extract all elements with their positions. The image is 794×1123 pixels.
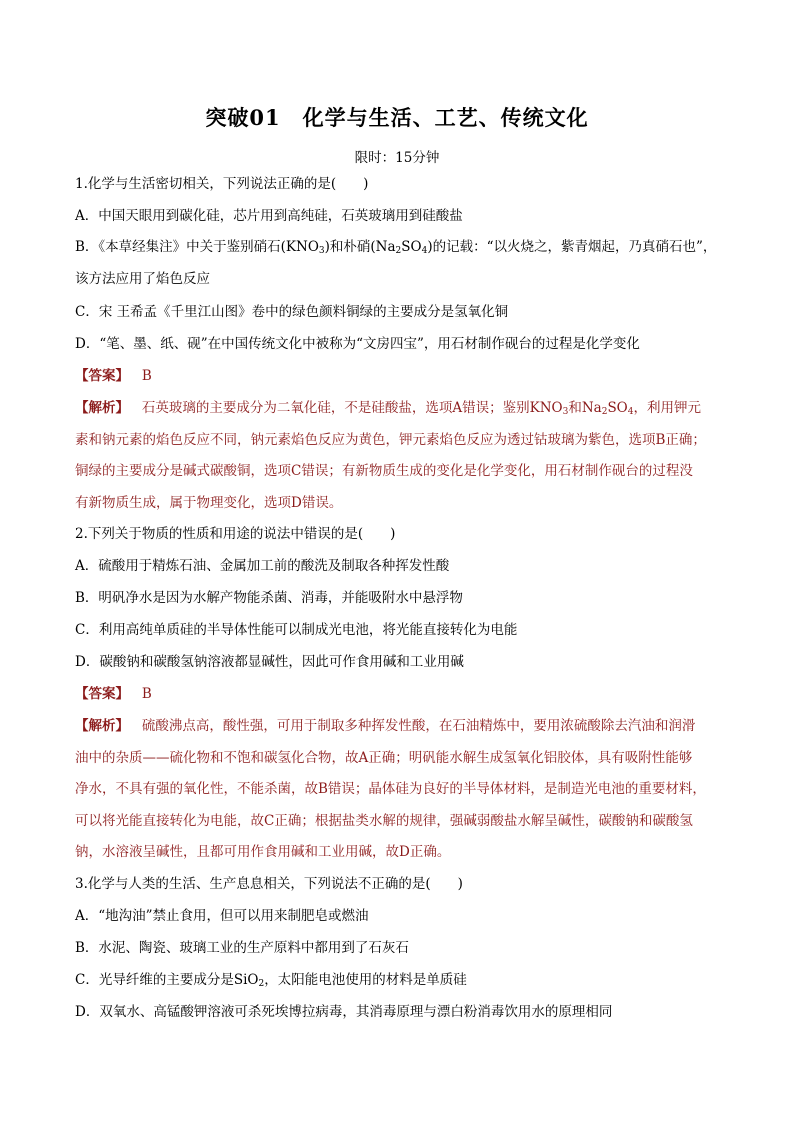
- time-limit: 限时：15分钟: [354, 150, 440, 166]
- answer-label: 【答案】: [75, 368, 129, 384]
- q3-option-c: C．光导纤维的主要成分是SiO$_2$，太阳能电池使用的材料是单质硅: [75, 972, 467, 989]
- question-1-stem: 1.化学与生活密切相关，下列说法正确的是( ): [75, 176, 369, 192]
- q1-option-c: C．宋 王希孟《千里江山图》卷中的绿色颜料铜绿的主要成分是氢氧化铜: [75, 304, 509, 320]
- answer-value: B: [141, 368, 152, 384]
- q3-option-d: D．双氧水、高锰酸钾溶液可杀死埃博拉病毒，其消毒原理与漂白粉消毒饮用水的原理相同: [75, 1004, 613, 1020]
- question-3-stem: 3.化学与人类的生活、生产息息相关，下列说法不正确的是( ): [75, 876, 463, 892]
- q2-option-d: D．碳酸钠和碳酸氢钠溶液都显碱性，因此可作食用碱和工业用碱: [75, 654, 464, 670]
- page-title: 突破01 化学与生活、工艺、传统文化: [205, 105, 589, 130]
- question-2-stem: 2.下列关于物质的性质和用途的说法中错误的是( ): [75, 526, 396, 542]
- q2-option-a: A．硫酸用于精炼石油、金属加工前的酸洗及制取各种挥发性酸: [75, 558, 450, 574]
- q3-option-b: B．水泥、陶瓷、玻璃工业的生产原料中都用到了石灰石: [75, 940, 409, 956]
- q1-answer: [75, 366, 152, 386]
- q2-option-c: C．利用高纯单质硅的半导体性能可以制成光电池，将光能直接转化为电能: [75, 622, 518, 638]
- q1-option-d: D．“笔、墨、纸、砚”在中国传统文化中被称为“文房四宝”，用石材制作砚台的过程是化学变化: [75, 336, 640, 352]
- answer-label: 【答案】: [75, 686, 129, 702]
- q1-option-b-line2: 该方法应用了焰色反应: [75, 271, 210, 287]
- analysis-label: 【解析】: [75, 400, 129, 416]
- answer-value: B: [141, 686, 152, 702]
- q1-option-b-line1: B．《本草经集注》中关于鉴别硝石$(KNO_3)$和朴硝$(Na_2SO_4)$的记载：“以火烧之，紫青烟起，乃真硝石也”，: [75, 239, 717, 256]
- q1-option-a: A．中国天眼用到碳化硅，芯片用到高纯硅，石英玻璃用到硅酸盐: [75, 208, 463, 224]
- q2-answer: [75, 684, 152, 704]
- q2-analysis: 【解析】 硫酸沸点高，酸性强，可用于制取多种挥发性酸，在石油精炼中，要用浓硫酸除去汽油和润滑 油中的杂质——硫化物和不饱和碳氢化合物，故A正确；明矾能水解生成氢氧化铝胶体，具有吸附性能够 净水，不具有强的氧化性，不能杀菌，故B错误；晶体硅为良好的半导体材料，是制造光电池的重要材料， 可以将光能直接转化为电能，故C正确；根据盐类水解的规律，强碱弱酸盐水解呈碱性，碳酸钠和碳酸氢 钠，水溶液呈碱性，且都可用作食用碱和工业用碱，故D正确。: [75, 718, 706, 860]
- q2-option-b: B．明矾净水是因为水解产物能杀菌、消毒，并能吸附水中悬浮物: [75, 590, 463, 606]
- q3-option-a: A．“地沟油”禁止食用，但可以用来制肥皂或燃油: [75, 908, 369, 924]
- analysis-label: 【解析】: [75, 718, 129, 734]
- q1-analysis: 【解析】 石英玻璃的主要成分为二氧化硅，不是硅酸盐，选项A错误；鉴别$KNO_3$和$Na_2SO_4$，利用钾元 素和钠元素的焰色反应不同，钠元素焰色反应为黄色，钾元素焰色反应为透过钴玻璃为紫色，选项B正确； 铜绿的主要成分是碱式碳酸铜，选项C错误；有新物质生成的变化是化学变化，用石材制作砚台的过程没 有新物质生成，属于物理变化，选项D错误。: [75, 400, 706, 511]
